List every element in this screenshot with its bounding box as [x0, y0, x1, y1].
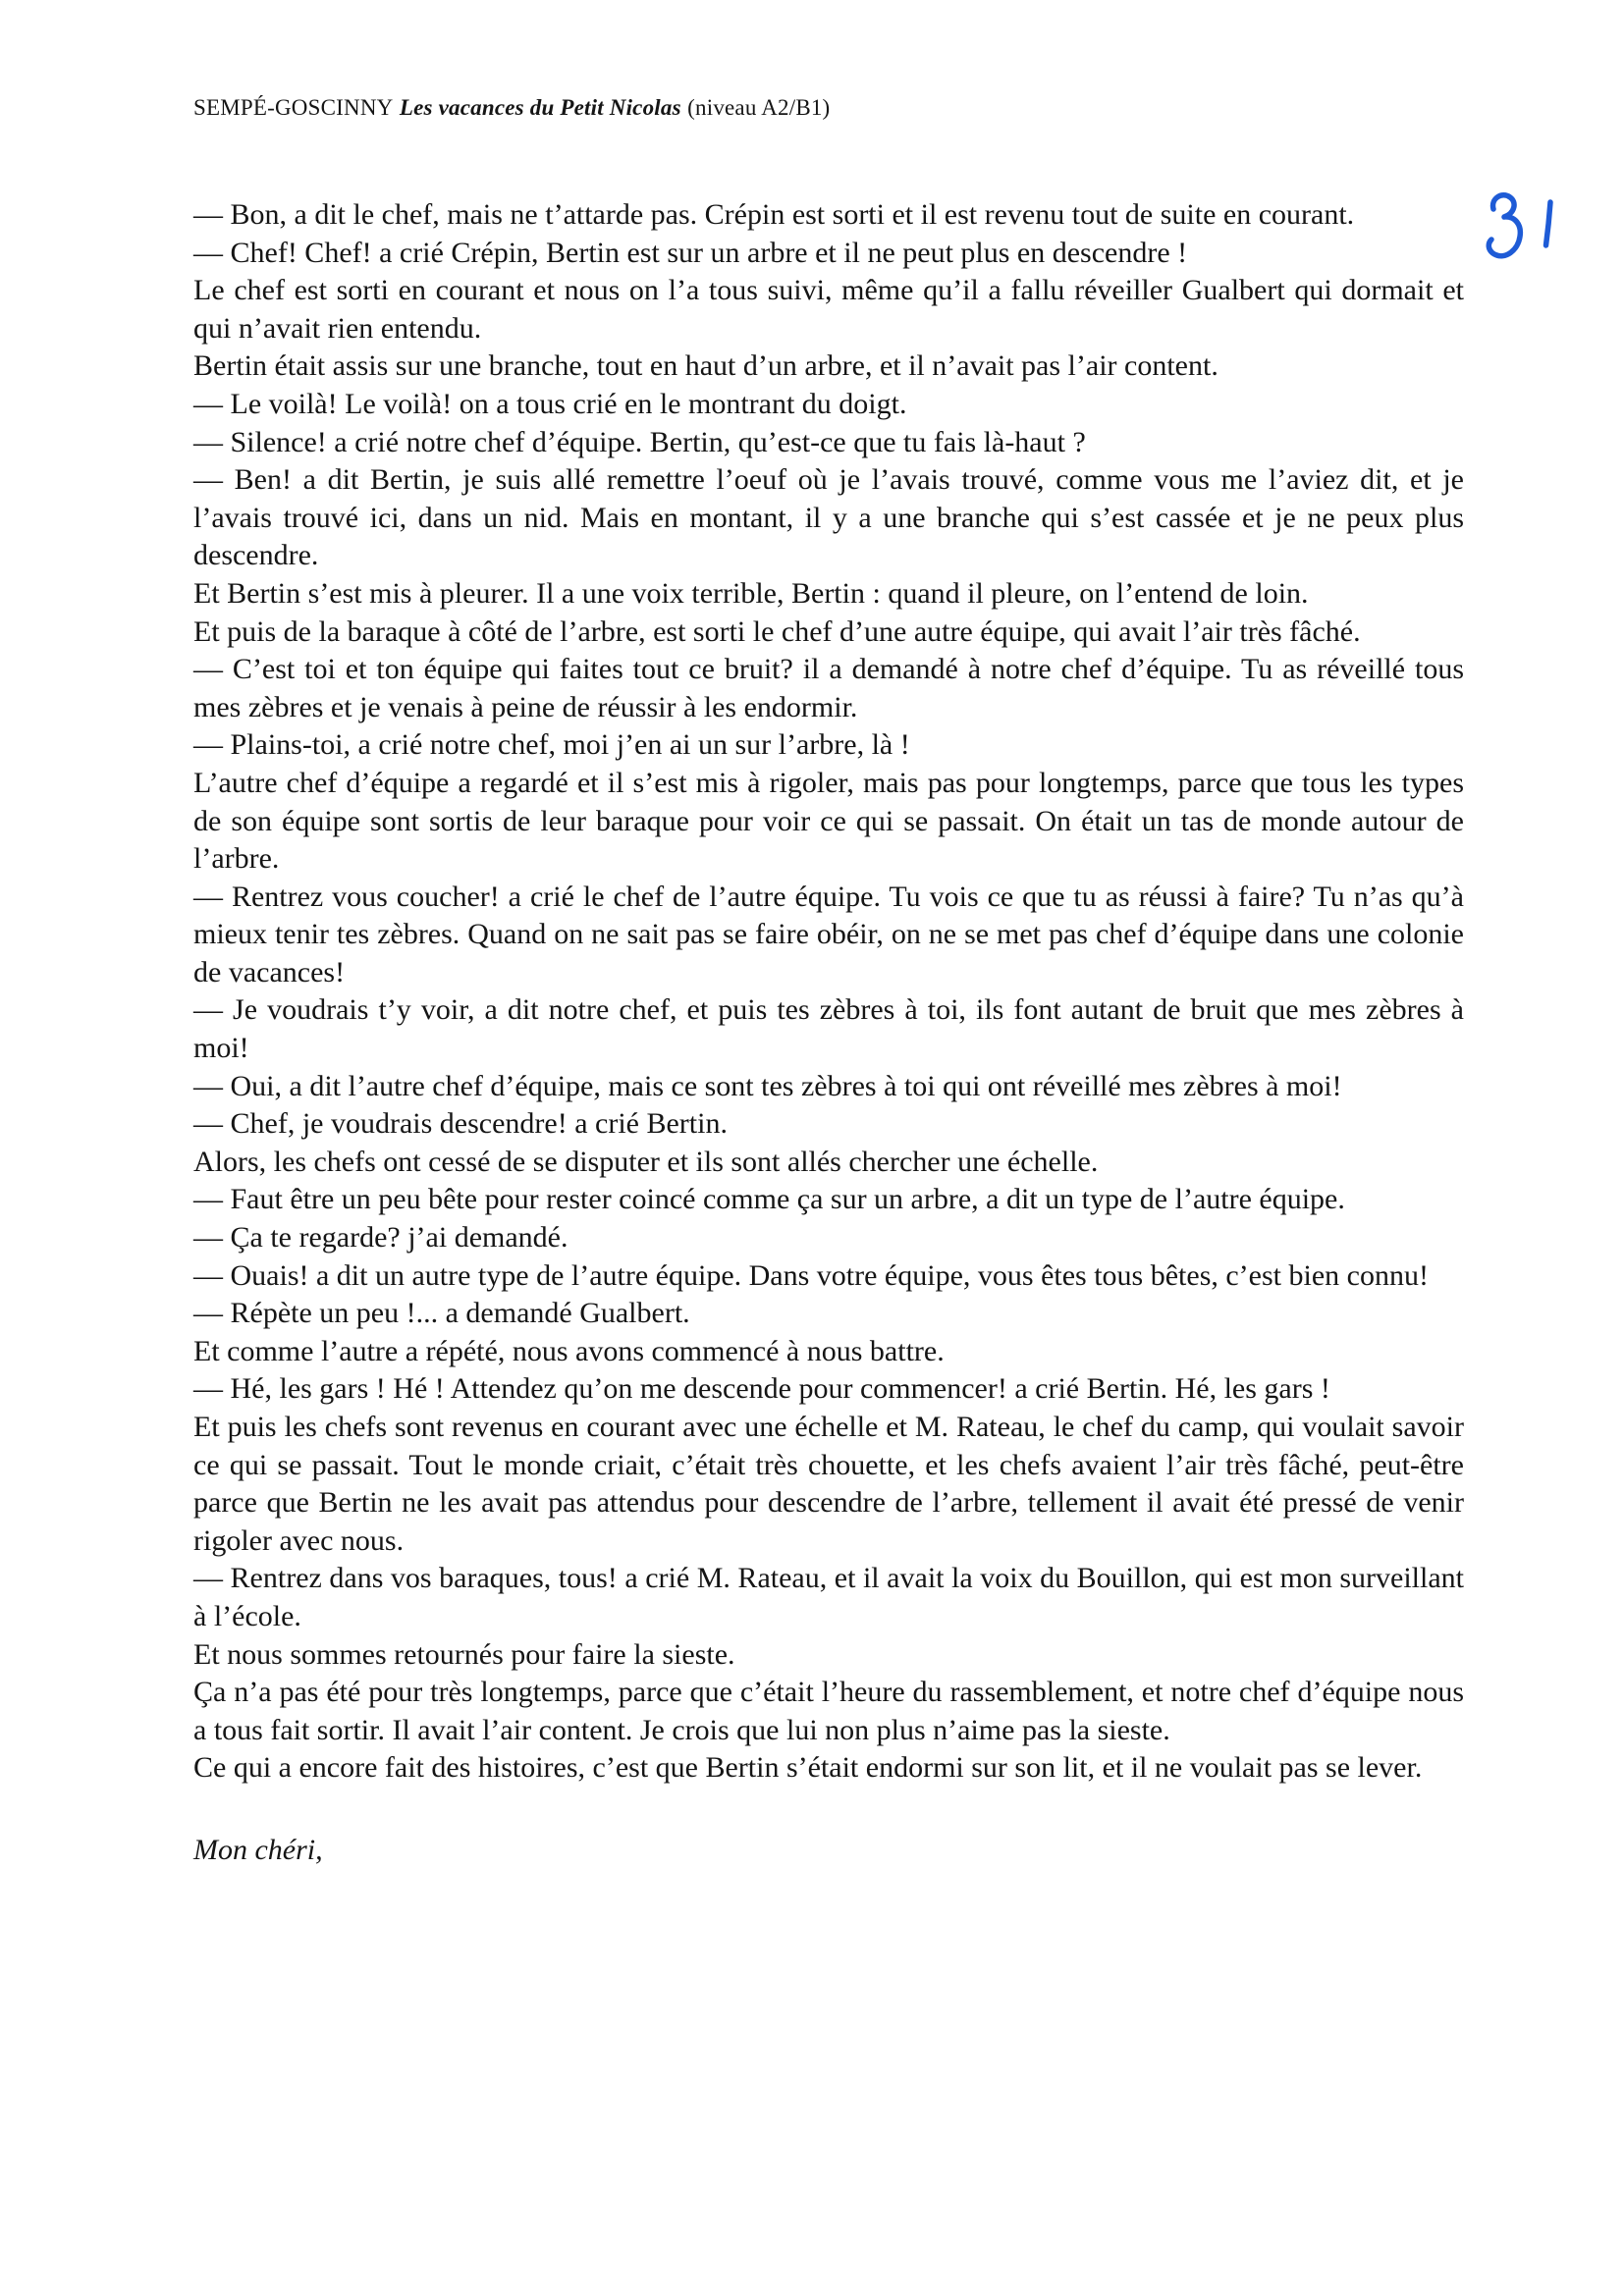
paragraph: — Répète un peu !... a demandé Gualbert.	[193, 1297, 690, 1330]
paragraph: — Ben! a dit Bertin, je suis allé remettre l’oeuf où je l’avais trouvé, comme vous me l’aviez dit, et je l’avais trouvé ici, dans un nid. Mais en montant, il y a une branche qui s’est cassée et je ne peux plus descendre.	[193, 463, 1464, 572]
story-text-block	[193, 196, 1464, 1870]
handwritten-digit-3	[1489, 195, 1520, 256]
paragraph: Et nous sommes retournés pour faire la sieste.	[193, 1637, 735, 1671]
story-paragraphs	[193, 196, 1464, 1788]
paragraph: — Chef, je voudrais descendre! a crié Bertin.	[193, 1107, 728, 1141]
handwritten-page-number-icon	[1478, 189, 1571, 270]
paragraph: — Oui, a dit l’autre chef d’équipe, mais ce sont tes zèbres à toi qui ont réveillé mes zèbres à moi!	[193, 1069, 1342, 1102]
paragraph: — Le voilà! Le voilà! on a tous crié en le montrant du doigt.	[193, 387, 907, 420]
paragraph: — Rentrez dans vos baraques, tous! a crié M. Rateau, et il avait la voix du Bouillon, qui est mon surveillant à l’école.	[193, 1562, 1464, 1632]
handwritten-digit-1	[1546, 202, 1551, 245]
paragraph: Et puis les chefs sont revenus en courant avec une échelle et M. Rateau, le chef du camp, qui voulait savoir ce qui se passait. Tout le monde criait, c’était très chouette, et les chefs avaient l’air très fâché, peut-être parce que Bertin ne les avait pas attendus pour descendre de l’arbre, tellement il avait été pressé de venir rigoler avec nous.	[193, 1411, 1464, 1557]
paragraph: — C’est toi et ton équipe qui faites tout ce bruit? il a demandé à notre chef d’équipe. Tu as réveillé tous mes zèbres et je venais à peine de réussir à les endormir.	[193, 653, 1464, 723]
paragraph: Et Bertin s’est mis à pleurer. Il a une voix terrible, Bertin : quand il pleure, on l’entend de loin.	[193, 576, 1309, 610]
paragraph: Et comme l’autre a répété, nous avons commencé à nous battre.	[193, 1334, 945, 1367]
letter-salutation: Mon chéri,	[193, 1833, 323, 1866]
paragraph: — Faut être un peu bête pour rester coincé comme ça sur un arbre, a dit un type de l’autre équipe.	[193, 1183, 1345, 1216]
paragraph: Le chef est sorti en courant et nous on l’a tous suivi, même qu’il a fallu réveiller Gualbert qui dormait et qui n’avait rien entendu.	[193, 274, 1464, 345]
paragraph: Bertin était assis sur une branche, tout en haut d’un arbre, et il n’avait pas l’air content.	[193, 349, 1218, 383]
paragraph: — Chef! Chef! a crié Crépin, Bertin est sur un arbre et il ne peut plus en descendre !	[193, 236, 1188, 269]
page-header	[193, 95, 830, 121]
paragraph: Ce qui a encore fait des histoires, c’est que Bertin s’était endormi sur son lit, et il ne voulait pas se lever.	[193, 1751, 1423, 1785]
paragraph: Ça n’a pas été pour très longtemps, parce que c’était l’heure du rassemblement, et notre chef d’équipe nous a tous fait sortir. Il avait l’air content. Je crois que lui non plus n’aime pas la sieste.	[193, 1676, 1464, 1746]
paragraph: L’autre chef d’équipe a regardé et il s’est mis à rigoler, mais pas pour longtemps, parce que tous les types de son équipe sont sortis de leur baraque pour voir ce qui se passait. On était un tas de monde autour de l’arbre.	[193, 766, 1464, 876]
paragraph: Alors, les chefs ont cessé de se disputer et ils sont allés chercher une échelle.	[193, 1145, 1099, 1178]
header-author: SEMPÉ-GOSCINNY	[193, 95, 394, 120]
paragraph: — Bon, a dit le chef, mais ne t’attarde pas. Crépin est sorti et il est revenu tout de suite en courant.	[193, 198, 1355, 231]
paragraph: — Ça te regarde? j’ai demandé.	[193, 1221, 568, 1255]
header-level-label: (niveau A2/B1)	[687, 95, 831, 120]
paragraph: — Silence! a crié notre chef d’équipe. Bertin, qu’est-ce que tu fais là-haut ?	[193, 425, 1086, 458]
header-book-title: Les vacances du Petit Nicolas	[399, 95, 681, 120]
paragraph: — Je voudrais t’y voir, a dit notre chef, et puis tes zèbres à toi, ils font autant de bruit que mes zèbres à moi!	[193, 993, 1464, 1065]
paragraph: — Rentrez vous coucher! a crié le chef de l’autre équipe. Tu vois ce que tu as réussi à faire? Tu n’as qu’à mieux tenir tes zèbres. Quand on ne sait pas se faire obéir, on ne se met pas chef d’équipe dans une colonie de vacances!	[193, 880, 1464, 988]
paragraph: — Plains-toi, a crié notre chef, moi j’en ai un sur l’arbre, là !	[193, 728, 910, 762]
paragraph: — Hé, les gars ! Hé ! Attendez qu’on me descende pour commencer! a crié Bertin. Hé, les gars !	[193, 1372, 1330, 1406]
paragraph: Et puis de la baraque à côté de l’arbre, est sorti le chef d’une autre équipe, qui avait l’air très fâché.	[193, 614, 1361, 648]
paragraph: — Ouais! a dit un autre type de l’autre équipe. Dans votre équipe, vous êtes tous bêtes, c’est bien connu!	[193, 1258, 1429, 1292]
